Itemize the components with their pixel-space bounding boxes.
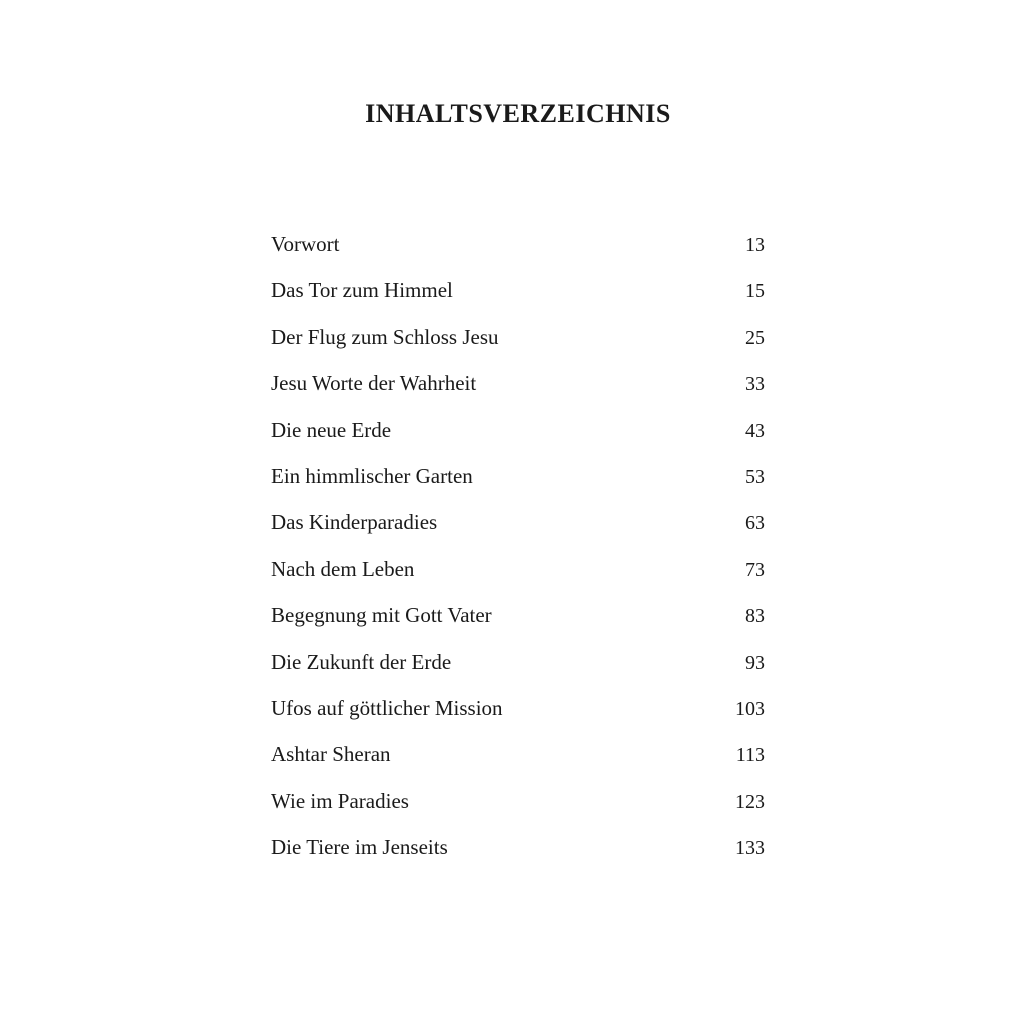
toc-entry bbox=[271, 696, 765, 742]
toc-entry-title: Jesu Worte der Wahrheit bbox=[271, 371, 477, 396]
toc-entry-page: 133 bbox=[735, 837, 765, 860]
toc-entry bbox=[271, 603, 765, 649]
toc-entry bbox=[271, 232, 765, 278]
toc-entry-title: Die neue Erde bbox=[271, 417, 392, 442]
toc-entry-page: 33 bbox=[745, 373, 765, 396]
toc-entry-page: 83 bbox=[745, 605, 765, 628]
toc-entry-title: Ufos auf göttlicher Mission bbox=[271, 695, 503, 720]
toc-entry-title: Das Kinderparadies bbox=[271, 510, 438, 535]
toc-entry-page: 25 bbox=[745, 326, 765, 349]
toc-entry-title: Die Tiere im Jenseits bbox=[271, 835, 448, 860]
toc-entry bbox=[271, 789, 765, 835]
toc-entry-page: 53 bbox=[745, 465, 765, 488]
toc-entry bbox=[271, 371, 765, 417]
toc-entry-title: Begegnung mit Gott Vater bbox=[271, 603, 492, 628]
toc-entry bbox=[271, 557, 765, 603]
toc-entry-page: 123 bbox=[735, 790, 765, 813]
toc-entry-page: 103 bbox=[735, 697, 765, 720]
toc-entry bbox=[271, 650, 765, 696]
toc-entry-page: 13 bbox=[745, 234, 765, 256]
toc-entry-title: Nach dem Leben bbox=[271, 556, 415, 581]
toc-entry-title: Der Flug zum Schloss Jesu bbox=[271, 324, 499, 349]
toc-entry bbox=[271, 464, 765, 510]
toc-entry-page: 15 bbox=[745, 280, 765, 303]
toc-entry-title: Die Zukunft der Erde bbox=[271, 649, 452, 674]
toc-entry-title: Vorwort bbox=[271, 232, 340, 256]
toc-entry bbox=[271, 510, 765, 556]
toc-entry-page: 73 bbox=[745, 558, 765, 581]
toc-entry bbox=[271, 742, 765, 788]
toc-entry-title: Das Tor zum Himmel bbox=[271, 278, 453, 303]
toc-entry-page: 93 bbox=[745, 651, 765, 674]
toc-entry-page: 63 bbox=[745, 512, 765, 535]
table-of-contents bbox=[271, 232, 765, 881]
toc-entry bbox=[271, 418, 765, 464]
page-title: INHALTSVERZEICHNIS bbox=[365, 99, 671, 128]
toc-entry bbox=[271, 325, 765, 371]
toc-entry-page: 113 bbox=[735, 744, 765, 767]
toc-entry-title: Ein himmlischer Garten bbox=[271, 463, 473, 488]
toc-entry bbox=[271, 835, 765, 881]
toc-entry-title: Ashtar Sheran bbox=[271, 742, 391, 767]
toc-entry bbox=[271, 278, 765, 324]
toc-entry-page: 43 bbox=[745, 419, 765, 442]
toc-entry-title: Wie im Paradies bbox=[271, 788, 409, 813]
